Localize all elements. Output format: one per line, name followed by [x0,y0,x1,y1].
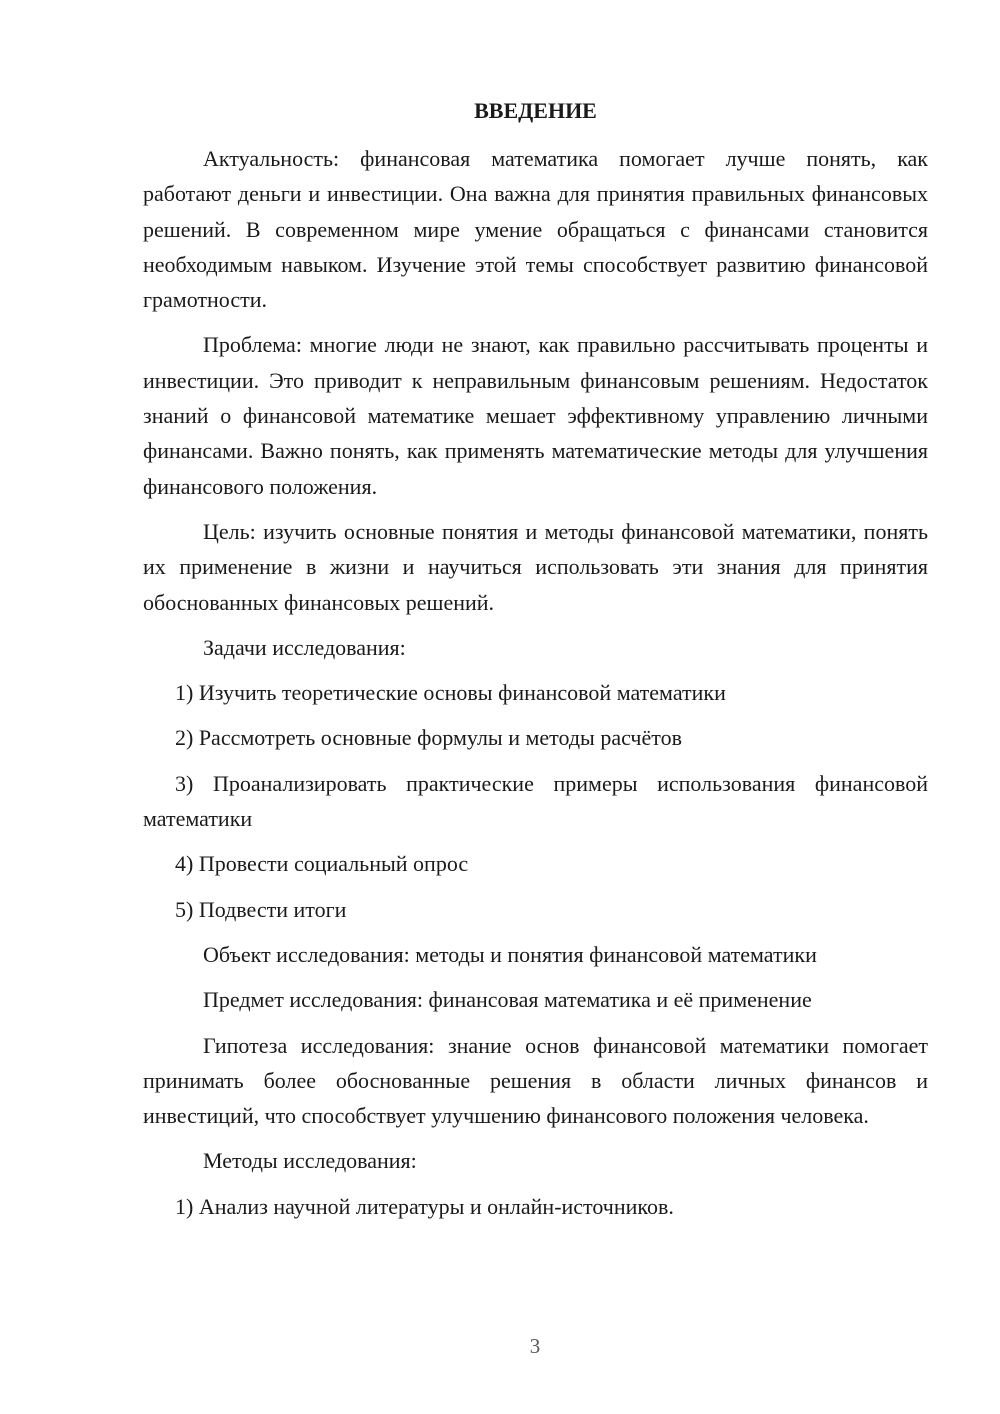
hypothesis-paragraph: Гипотеза исследования: знание основ финансовой математики помогает принимать более обоснованные решения в области личных финансов и инвестиций, что способствует улучшению финансового положения человека. [143,1032,928,1129]
task-item: 2) Рассмотреть основные формулы и методы расчётов [175,725,682,751]
task-item: 3) Проанализировать практические примеры использования финансовой математики [143,770,928,832]
page-number: 3 [529,1334,541,1358]
task-item: 5) Подвести итоги [175,896,347,922]
body-text [143,141,928,1234]
tasks-heading: Задачи исследования: [203,634,406,660]
subject-paragraph: Предмет исследования: финансовая математика и её применение [203,987,812,1013]
section-title: ВВЕДЕНИЕ [474,98,597,123]
task-item: 4) Провести социальный опрос [175,851,469,877]
problem-paragraph: Проблема: многие люди не знают, как правильно рассчитывать проценты и инвестиции. Это приводит к неправильным финансовым решениям. Недостаток знаний о финансовой математике мешает эффективному управлению личными финансами. Важно понять, как применять математические методы для улучшения финансового положения. [143,332,928,499]
goal-paragraph: Цель: изучить основные понятия и методы финансовой математики, понять их применение в жизни и научиться использовать эти знания для принятия обоснованных финансовых решений. [143,518,928,615]
methods-heading: Методы исследования: [203,1148,417,1174]
relevance-paragraph: Актуальность: финансовая математика помогает лучше понять, как работают деньги и инвестиции. Она важна для принятия правильных финансовых решений. В современном мире умение обращаться с финансами становится необходимым навыком. Изучение этой темы способствует развитию финансовой грамотности. [143,146,928,313]
task-item: 1) Изучить теоретические основы финансовой математики [175,680,726,706]
method-item: 1) Анализ научной литературы и онлайн-источников. [175,1193,674,1219]
object-paragraph: Объект исследования: методы и понятия финансовой математики [203,941,817,967]
